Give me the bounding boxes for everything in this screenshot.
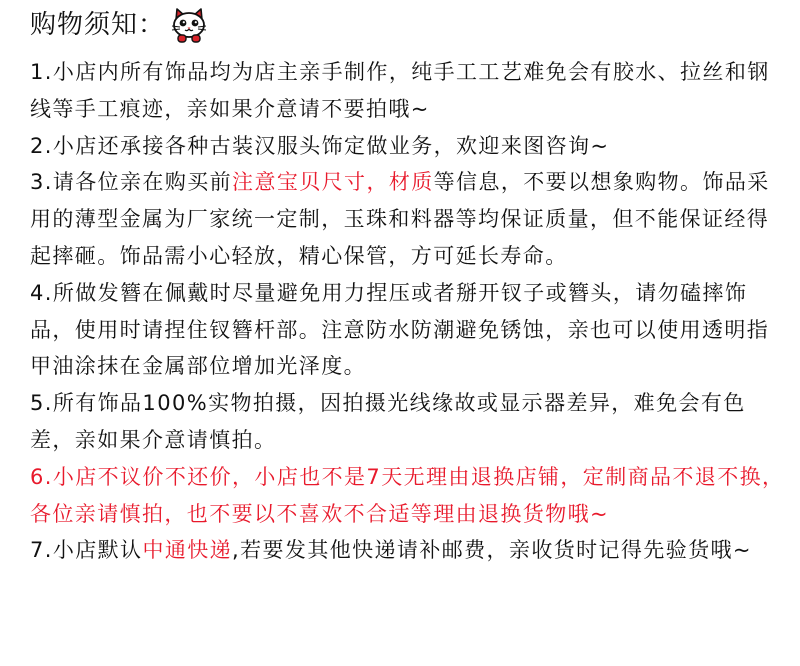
notice-item-7 [30,532,790,569]
notice-item-3-text-after: 等信息，不要以想象购物。饰品采用的薄型金属为厂家统一定制，玉珠和料器等均保证质量，但不能保证经得起摔砸。饰品需小心轻放，精心保管，方可延长寿命。 [30,170,770,268]
notice-item-3-highlight: 注意宝贝尺寸，材质 [232,170,434,195]
notice-item-6 [30,459,790,533]
notice-item-1-text: 1.小店内所有饰品均为店主亲手制作，纯手工工艺难免会有胶水、拉丝和钢线等手工痕迹，亲如果介意请不要拍哦~ [30,60,770,121]
notice-item-1 [30,54,790,128]
notice-item-2-text: 2.小店还承接各种古装汉服头饰定做业务，欢迎来图咨询~ [30,133,610,158]
notice-item-2 [30,128,790,165]
notice-item-3 [30,164,790,274]
notice-item-5 [30,385,790,459]
notice-item-7-text-before: 7.小店默认 [30,538,143,563]
title-row [30,6,211,44]
notice-item-4 [30,275,790,385]
page-title: 购物须知： [30,10,166,40]
notice-item-5-text: 5.所有饰品100%实物拍摄，因拍摄光线缘故或显示器差异，难免会有色差，亲如果介意请慎拍。 [30,391,746,452]
notice-item-4-text: 4.所做发簪在佩戴时尽量避免用力捏压或者掰开钗子或簪头，请勿磕摔饰品，使用时请捏住钗簪杆部。注意防水防潮避免锈蚀，亲也可以使用透明指甲油涂抹在金属部位增加光泽度。 [30,280,770,379]
notice-list [30,54,790,569]
notice-item-7-highlight: 中通快递 [142,538,233,563]
notice-item-7-text-after: ,若要发其他快递请补邮费，亲收货时记得先验货哦~ [232,538,752,563]
cat-face-icon [167,6,211,44]
notice-item-6-text: 6.小店不议价不还价，小店也不是7天无理由退换店铺，定制商品不退不换，各位亲请慎拍，也不要以不喜欢不合适等理由退换货物哦~ [30,464,785,526]
notice-item-3-text-before: 3.请各位亲在购买前 [30,170,233,195]
